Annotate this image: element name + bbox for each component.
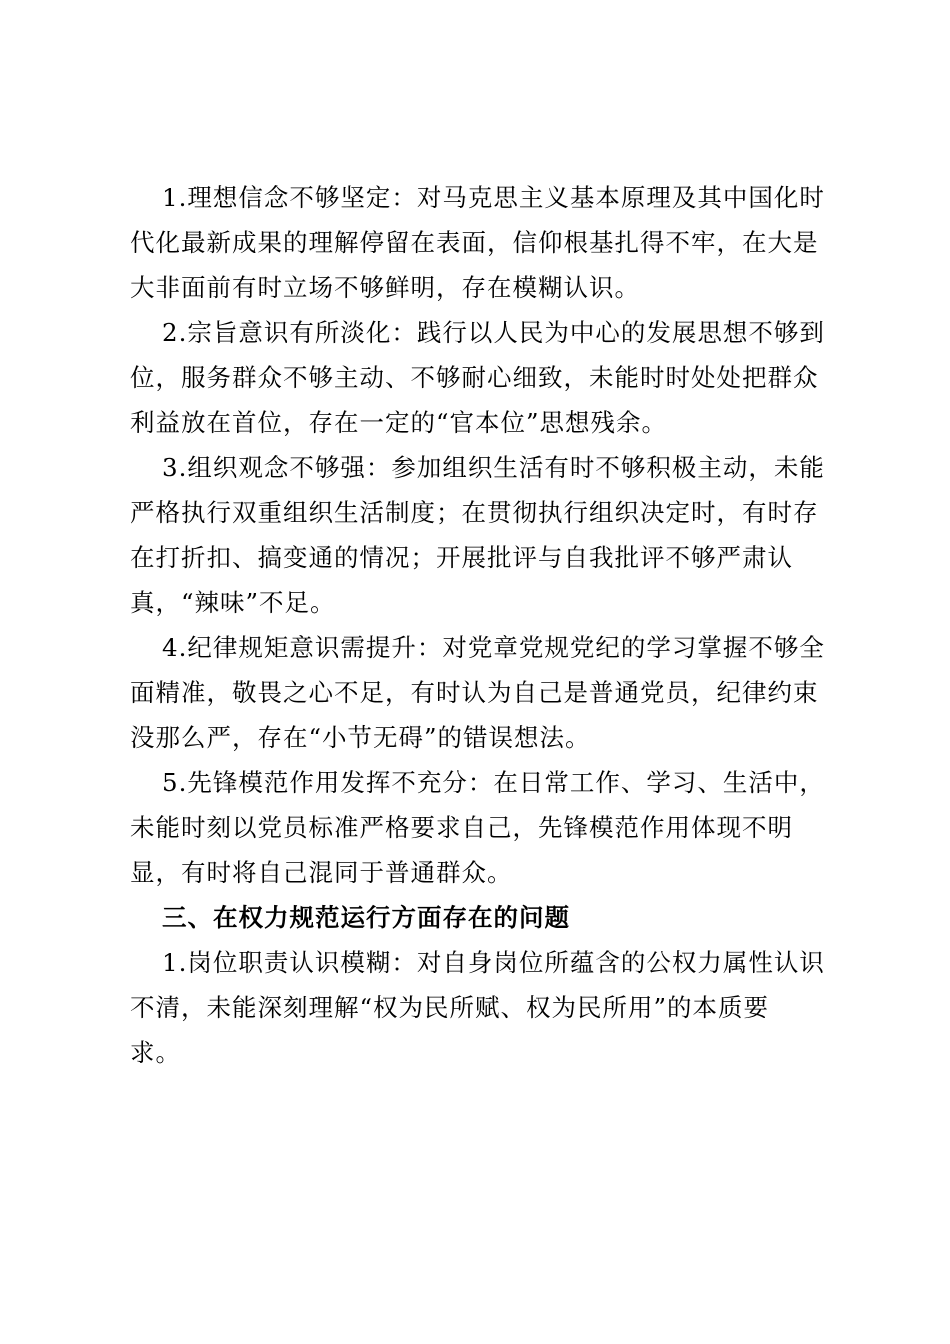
paragraph-3-line-1: 3.组织观念不够强：参加组织生活有时不够积极主动，未能 <box>162 453 825 482</box>
paragraph-2-line-3: 利益放在首位，存在一定的“官本位”思想残余。 <box>130 408 668 437</box>
paragraph-2-line-2: 位，服务群众不够主动、不够耐心细致，未能时时处处把群众 <box>130 363 819 392</box>
paragraph-5-line-1: 5.先锋模范作用发挥不充分：在日常工作、学习、生活中， <box>162 768 825 797</box>
paragraph-6-line-1: 1.岗位职责认识模糊：对自身岗位所蕴含的公权力属性认识 <box>162 948 825 977</box>
paragraph-3-line-3: 在打折扣、搞变通的情况；开展批评与自我批评不够严肃认 <box>130 543 793 572</box>
paragraph-1-line-3: 大非面前有时立场不够鲜明，存在模糊认识。 <box>130 273 640 302</box>
paragraph-6-line-2: 不清，未能深刻理解“权为民所赋、权为民所用”的本质要 <box>130 993 770 1022</box>
section-heading: 三、在权力规范运行方面存在的问题 <box>162 903 570 932</box>
paragraph-3-line-2: 严格执行双重组织生活制度；在贯彻执行组织决定时，有时存 <box>130 498 819 527</box>
paragraph-6-line-3: 求。 <box>130 1038 181 1067</box>
paragraph-1-line-2: 代化最新成果的理解停留在表面，信仰根基扎得不牢，在大是 <box>130 228 819 257</box>
paragraph-5-line-2: 未能时刻以党员标准严格要求自己，先锋模范作用体现不明 <box>130 813 793 842</box>
paragraph-3-line-4: 真，“辣味”不足。 <box>130 588 336 617</box>
paragraph-4-line-1: 4.纪律规矩意识需提升：对党章党规党纪的学习掌握不够全 <box>162 633 825 662</box>
paragraph-2-line-1: 2.宗旨意识有所淡化：践行以人民为中心的发展思想不够到 <box>162 318 825 347</box>
paragraph-4-line-3: 没那么严，存在“小节无碍”的错误想法。 <box>130 723 591 752</box>
paragraph-1-line-1: 1.理想信念不够坚定：对马克思主义基本原理及其中国化时 <box>162 183 825 212</box>
paragraph-5-line-3: 显，有时将自己混同于普通群众。 <box>130 858 513 887</box>
paragraph-4-line-2: 面精准，敬畏之心不足，有时认为自己是普通党员，纪律约束 <box>130 678 819 707</box>
